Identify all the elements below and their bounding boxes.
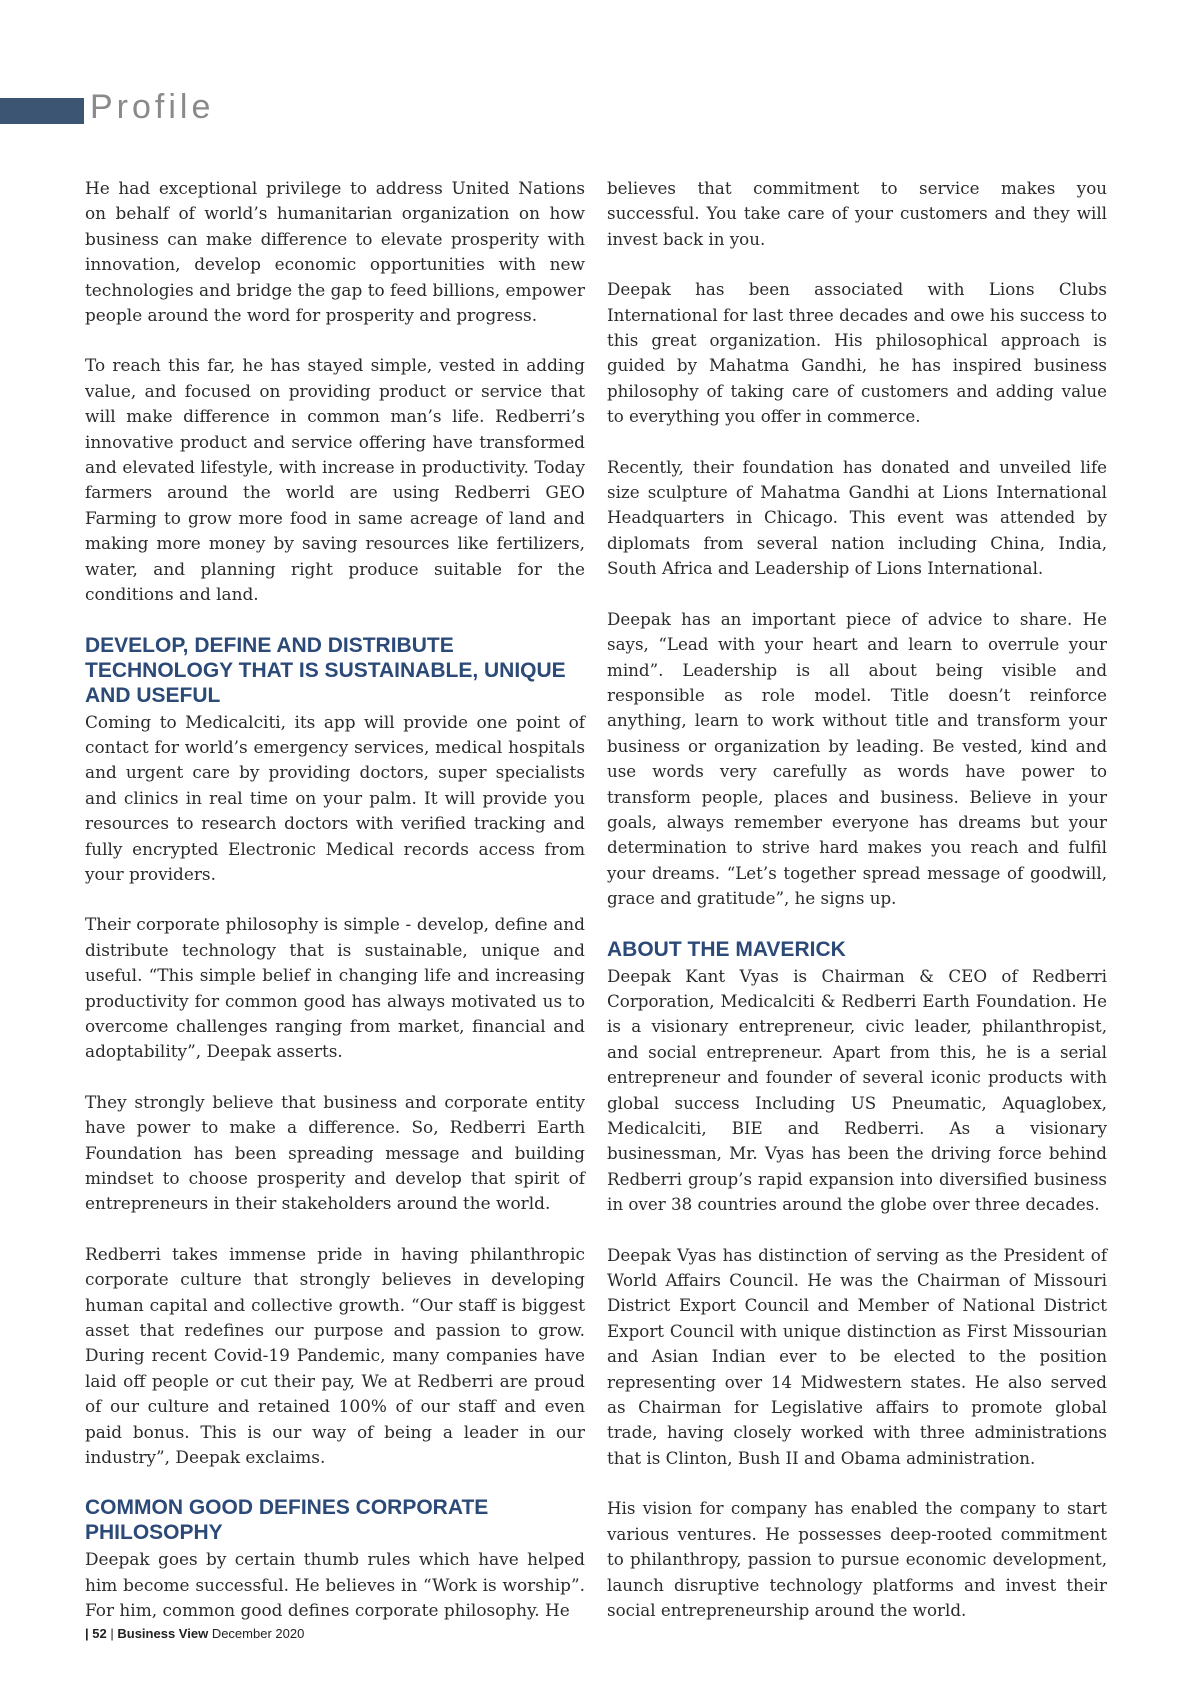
header-accent-bar: [0, 98, 84, 124]
left-column: [85, 176, 585, 1649]
section-title: Profile: [90, 88, 215, 126]
paragraph: Deepak Kant Vyas is Chairman & CEO of Redberri Corporation, Medicalciti & Redberri Earth Foundation. He is a visionary entrepreneur, civic leader, philanthropist, and social entrepreneur. Apart from this, he is a serial entrepreneur and founder of several iconic products with global success Including US Pneumatic, Aquaglobex, Medicalciti, BIE and Redberri. As a visionary businessman, Mr. Vyas has been the driving force behind Redberri group’s rapid expansion into diversified business in over 38 countries around the globe over three decades.: [607, 965, 1107, 1215]
paragraph: Deepak Vyas has distinction of serving as the President of World Affairs Council. He was the Chairman of Missouri District Export Council and Member of National District Export Council with unique distinction as First Missourian and Asian Indian ever to be elected to the position representing over 14 Midwestern states. He also served as Chairman for Legislative affairs to promote global trade, having closely worked with three administrations that is Clinton, Bush II and Obama administration.: [607, 1244, 1107, 1468]
paragraph: Recently, their foundation has donated and unveiled life size sculpture of Mahatma Gandhi at Lions International Headquarters in Chicago. This event was attended by diplomats from several nation including China, India, South Africa and Leadership of Lions International.: [607, 456, 1107, 579]
paragraph: Deepak has an important piece of advice to share. He says, “Lead with your heart and learn to overrule your mind”. Leadership is all about being visible and responsible as role model. Title doesn’t reinforce anything, learn to work without title and transform your business or organization by leading. Be vested, kind and use words very carefully as words have power to transform people, places and business. Believe in your goals, always remember everyone has dreams but your determination to strive hard makes you reach and fulfil your dreams. “Let’s together spread message of goodwill, grace and gratitude”, he signs up.: [607, 608, 1107, 909]
right-column: [607, 176, 1107, 1648]
section-heading: COMMON GOOD DEFINES CORPORATE PHILOSOPHY: [85, 1496, 489, 1545]
paragraph: They strongly believe that business and corporate entity have power to make a difference. So, Redberri Earth Foundation has been spreading message and building mindset to choose prosperity and develop that spirit of entrepreneurs in their stakeholders around the world.: [85, 1091, 585, 1214]
paragraph: believes that commitment to service makes you successful. You take care of your customers and they will invest back in you.: [607, 178, 1107, 249]
page-number: 52: [92, 1626, 107, 1641]
page-footer: [85, 1626, 304, 1641]
paragraph: Coming to Medicalciti, its app will provide one point of contact for world’s emergency services, medical hospitals and urgent care by providing doctors, super specialists and clinics in real time on your palm. It will provide you resources to research doctors with verified tracking and fully encrypted Electronic Medical records access from your providers.: [85, 711, 585, 884]
paragraph: Deepak has been associated with Lions Clubs International for last three decades and owe his success to this great organization. His philosophical approach is guided by Mahatma Gandhi, he has inspired business philosophy of taking care of customers and adding value to everything you offer in commerce.: [607, 279, 1107, 427]
magazine-name: Business View: [117, 1626, 209, 1641]
footer-pipe: |: [85, 1626, 89, 1641]
paragraph: His vision for company has enabled the company to start various ventures. He possesses deep-rooted commitment to philanthropy, passion to pursue economic development, launch disruptive technology platforms and invest their social entrepreneurship around the world.: [607, 1498, 1107, 1620]
issue-date: December 2020: [211, 1626, 305, 1641]
paragraph: Deepak goes by certain thumb rules which have helped him become successful. He believes in “Work is worship”. For him, common good defines corporate philosophy. He: [85, 1549, 585, 1621]
paragraph: Redberri takes immense pride in having philanthropic corporate culture that strongly believes in developing human capital and collective growth. “Our staff is biggest asset that redefines our purpose and passion to grow. During recent Covid-19 Pandemic, many companies have laid off people or cut their pay, We at Redberri are proud of our culture and retained 100% of our staff and even paid bonus. This is our way of being a leader in our industry”, Deepak exclaims.: [85, 1243, 585, 1468]
paragraph: He had exceptional privilege to address United Nations on behalf of world’s humanitarian organization on how business can make difference to elevate prosperity with innovation, develop economic opportunities with new technologies and bridge the gap to feed billions, empower people around the word for prosperity and progress.: [85, 178, 585, 326]
paragraph: Their corporate philosophy is simple - develop, define and distribute technology that is sustainable, unique and useful. “This simple belief in changing life and increasing productivity for common good has always motivated us to overcome challenges ranging from market, financial and adoptability”, Deepak asserts.: [85, 914, 585, 1062]
paragraph: To reach this far, he has stayed simple, vested in adding value, and focused on providing product or service that will make difference in common man’s life. Redberri’s innovative product and service offering have transformed and elevated lifestyle, with increase in productivity. Today farmers around the world are using Redberri GEO Farming to grow more food in same acreage of land and making more money by saving resources like fertilizers, water, and planning right produce suitable for the conditions and land.: [85, 355, 585, 605]
footer-separator: |: [110, 1626, 114, 1641]
section-heading: DEVELOP, DEFINE AND DISTRIBUTE TECHNOLOGY THAT IS SUSTAINABLE, UNIQUE AND USEFUL: [85, 633, 566, 707]
section-heading: ABOUT THE MAVERICK: [607, 937, 846, 961]
